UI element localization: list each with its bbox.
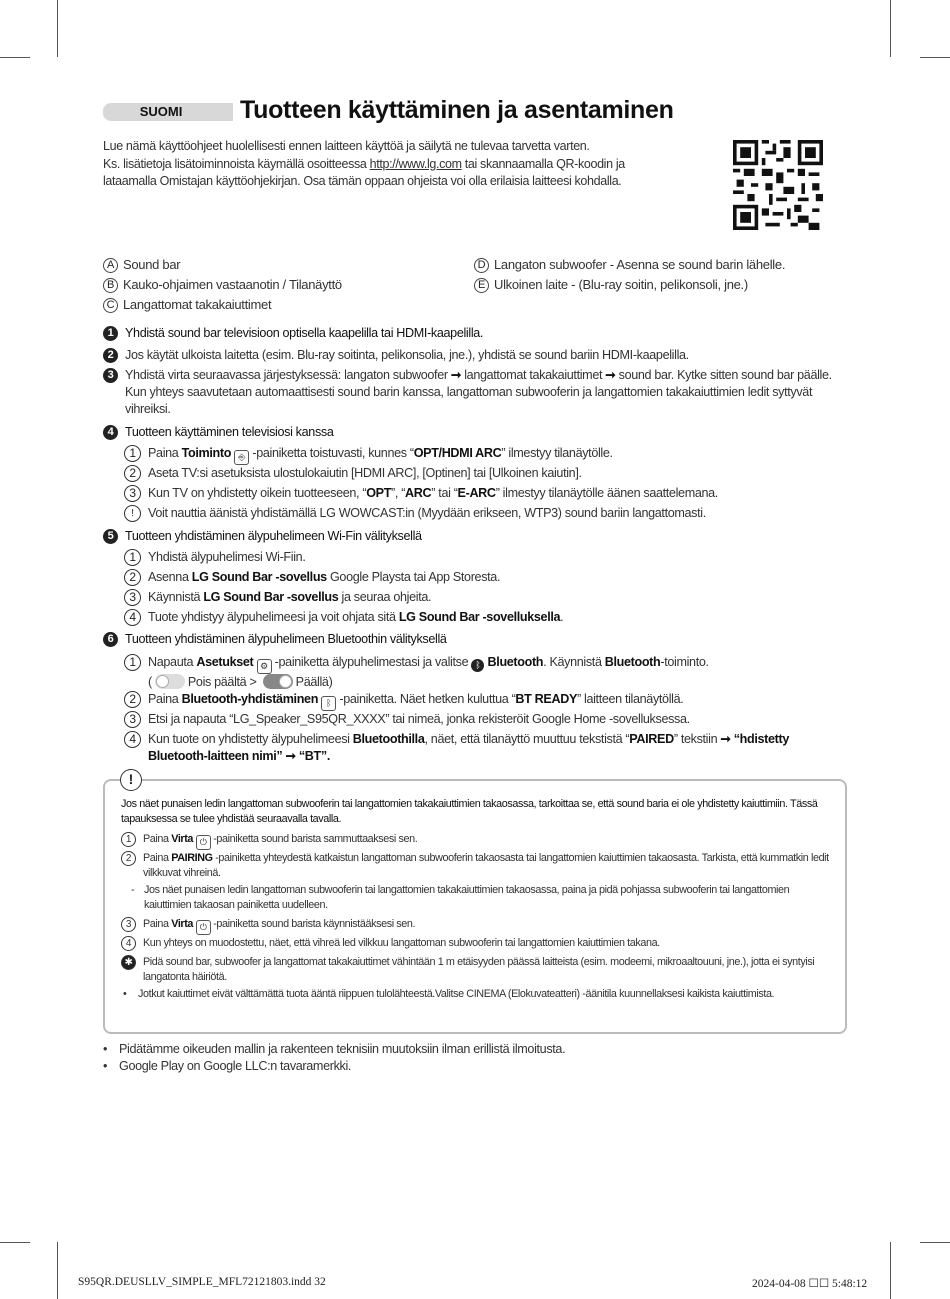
page-title: Tuotteen käyttäminen ja asentaminen	[240, 96, 674, 124]
intro-line: Ks. lisätietoja lisätoiminnoista käymällä osoitteessa http://www.lg.com tai skannaamalla QR-koodin ja	[103, 156, 625, 171]
arrow-right-icon: ➞	[720, 732, 731, 746]
step-5-item-2: 2 Asenna LG Sound Bar -sovellus Google Playsta tai App Storesta.	[124, 569, 844, 586]
power-button-icon: ⏻	[196, 835, 211, 850]
bluetooth-pairing-icon: ᛒ	[321, 696, 336, 711]
step-5-item-3: 3 Käynnistä LG Sound Bar -sovellus ja seuraa ohjeita.	[124, 589, 844, 606]
intro-line: Lue nämä käyttöohjeet huolellisesti ennen laitteen käyttöä ja säilytä ne tulevaa tarvetta varten.	[103, 139, 590, 153]
component-item: E Ulkoinen laite - (Blu-ray soitin, pelikonsoli, jne.)	[474, 277, 748, 293]
lg-website-link[interactable]: http://www.lg.com	[369, 156, 462, 171]
bluetooth-icon: ᛒ	[471, 659, 484, 672]
step-5-item-4: 4 Tuote yhdistyy älypuhelimeesi ja voit ohjata sitä LG Sound Bar -sovelluksella.	[124, 609, 844, 626]
note-item-bullet: • Jotkut kaiuttimet eivät välttämättä tuota ääntä riippuen tulolähteestä.Valitse CINEMA (Elokuvateatteri) -äänitila kuunnellaksesi kaikista kaiuttimista.	[123, 988, 775, 1000]
toggle-off-icon	[155, 674, 185, 689]
step-4-item-1: 1 Paina Toiminto ⎆ -painiketta toistuvasti, kunnes “OPT/HDMI ARC” ilmestyy tilanäytölle.	[124, 445, 844, 465]
arrow-right-icon: ➞	[605, 368, 616, 382]
note-item-2: 2 Paina PAIRING -painiketta yhteydestä katkaistun langattoman subwooferin takaosasta tai langattomien kaiuttimien takaosasta. Tarkista, että kummatkin ledit vilkkuvat vihreinä.	[121, 851, 831, 881]
exclamation-icon: !	[124, 505, 141, 522]
component-item: B Kauko-ohjaimen vastaanotin / Tilanäyttö	[103, 277, 342, 293]
settings-gear-icon: ⚙	[257, 659, 272, 674]
crop-mark	[0, 1242, 30, 1243]
note-intro: Jos näet punaisen ledin langattoman subwooferin tai langattomien takakaiuttimien takaosassa, tarkoittaa se, että sound baria ei ole yhdistetty kaiuttimiin. Tässä tapauksessa se tulee yhdistää seuraavalla tavalla.	[121, 798, 818, 825]
step-6-item-1: 1 Napauta Asetukset ⚙ -painiketta älypuhelimestasi ja valitse ᛒ Bluetooth. Käynnistä Bluetooth-toiminto. ( Pois päältä > Päällä)	[124, 654, 844, 691]
note-item-2-dash: - Jos näet punaisen ledin langattoman subwooferin tai langattomien takakaiuttimien takaosassa, paina ja pidä pohjassa subwooferin tai langattomien kaiuttimien takaosan painiketta uudelleen.	[131, 884, 790, 911]
crop-mark	[920, 1242, 950, 1243]
step-2: 2 Jos käytät ulkoista laitetta (esim. Blu-ray soitinta, pelikonsolia, jne.), yhdistä se sound bariin HDMI-kaapelilla.	[103, 347, 848, 364]
component-item: A Sound bar	[103, 257, 180, 273]
note-item-3: 3 Paina Virta ⏻ -painiketta sound barista käynnistääksesi sen.	[121, 917, 831, 935]
step-1: 1 Yhdistä sound bar televisioon optisella kaapelilla tai HDMI-kaapelilla.	[103, 325, 848, 342]
input-button-icon: ⎆	[234, 450, 249, 465]
crop-mark	[920, 57, 950, 58]
step-5-item-1: 1 Yhdistä älypuhelimesi Wi-Fiin.	[124, 549, 844, 566]
crop-mark	[57, 0, 58, 57]
crop-mark	[0, 57, 30, 58]
step-4-title: 4 Tuotteen käyttäminen televisiosi kanssa	[103, 424, 848, 441]
step-6-item-3: 3 Etsi ja napauta “LG_Speaker_S95QR_XXXX” tai nimeä, jonka rekisteröit Google Home -sovelluksessa.	[124, 711, 844, 728]
step-4-note: ! Voit nauttia äänistä yhdistämällä LG WOWCAST:in (Myydään erikseen, WTP3) sound bariin langattomasti.	[124, 505, 844, 522]
step-4-item-3: 3 Kun TV on yhdistetty oikein tuotteeseen, “OPT”, “ARC” tai “E-ARC” ilmestyy tilanäytölle äänen saattelemana.	[124, 485, 844, 502]
component-item: C Langattomat takakaiuttimet	[103, 297, 271, 313]
step-6-item-4: 4 Kun tuote on yhdistetty älypuhelimeesi Bluetoothilla, näet, että tilanäyttö muuttuu tekstistä “PAIRED” tekstiin ➞ “hdistetty Bluetooth-laitteen nimi” ➞ “BT”.	[124, 731, 844, 765]
step-6-item-2: 2 Paina Bluetooth-yhdistäminen ᛒ -painiketta. Näet hetken kuluttua “BT READY” laitteen tilanäytöllä.	[124, 691, 844, 711]
exclamation-icon: !	[120, 769, 142, 791]
component-item: D Langaton subwoofer - Asenna se sound barin lähelle.	[474, 257, 785, 273]
intro-paragraph	[103, 138, 683, 191]
asterisk-icon: ✱	[121, 955, 136, 970]
step-6-title: 6 Tuotteen yhdistäminen älypuhelimeen Bluetoothin välityksellä	[103, 631, 848, 648]
arrow-right-icon: ➞	[285, 749, 296, 763]
toggle-on-icon	[263, 674, 293, 689]
footnote: • Pidätämme oikeuden mallin ja rakenteen teknisiin muutoksiin ilman erillistä ilmoitusta.	[103, 1042, 566, 1056]
crop-mark	[57, 1242, 58, 1299]
footnote: • Google Play on Google LLC:n tavaramerkki.	[103, 1059, 352, 1073]
power-button-icon: ⏻	[196, 920, 211, 935]
crop-mark	[890, 0, 891, 57]
note-item-tip: ✱ Pidä sound bar, subwoofer ja langattomat takakaiuttimet vähintään 1 m etäisyyden päässä laitteista (esim. modeemi, mikroaaltouuni, jne.), jotta ei syntyisi langatonta häiriötä.	[121, 955, 831, 985]
note-item-1: 1 Paina Virta ⏻ -painiketta sound barista sammuttaaksesi sen.	[121, 832, 831, 850]
intro-line: lataamalla Omistajan käyttöohjekirjan. Osa tämän oppaan ohjeista voi olla erilaisia laitteesi kohdalla.	[103, 174, 622, 188]
step-3: 3 Yhdistä virta seuraavassa järjestyksessä: langaton subwoofer ➞ langattomat takakaiuttimet ➞ sound bar. Kytke sitten sound bar päälle. Kun yhteys saavutetaan automaattisesti sound barin kanssa, langattoman subwooferin ja langattomien takakaiuttimien ledit syttyvät vihreiksi.	[103, 367, 848, 418]
print-date-info: 2024-04-08 ☐☐ 5:48:12	[752, 1278, 868, 1290]
print-file-info: S95QR.DEUSLLV_SIMPLE_MFL72121803.indd 32	[78, 1276, 326, 1288]
crop-mark	[890, 1242, 891, 1299]
step-4-item-2: 2 Aseta TV:si asetuksista ulostulokaiutin [HDMI ARC], [Optinen] tai [Ulkoinen kaiutin].	[124, 465, 844, 482]
step-5-title: 5 Tuotteen yhdistäminen älypuhelimeen Wi-Fin välityksellä	[103, 528, 848, 545]
language-tab: SUOMI	[103, 103, 233, 121]
qr-code	[733, 140, 823, 230]
arrow-right-icon: ➞	[450, 368, 462, 382]
note-item-4: 4 Kun yhteys on muodostettu, näet, että vihreä led vilkkuu langattoman subwooferin tai langattomien kaiuttimien takana.	[121, 936, 831, 951]
